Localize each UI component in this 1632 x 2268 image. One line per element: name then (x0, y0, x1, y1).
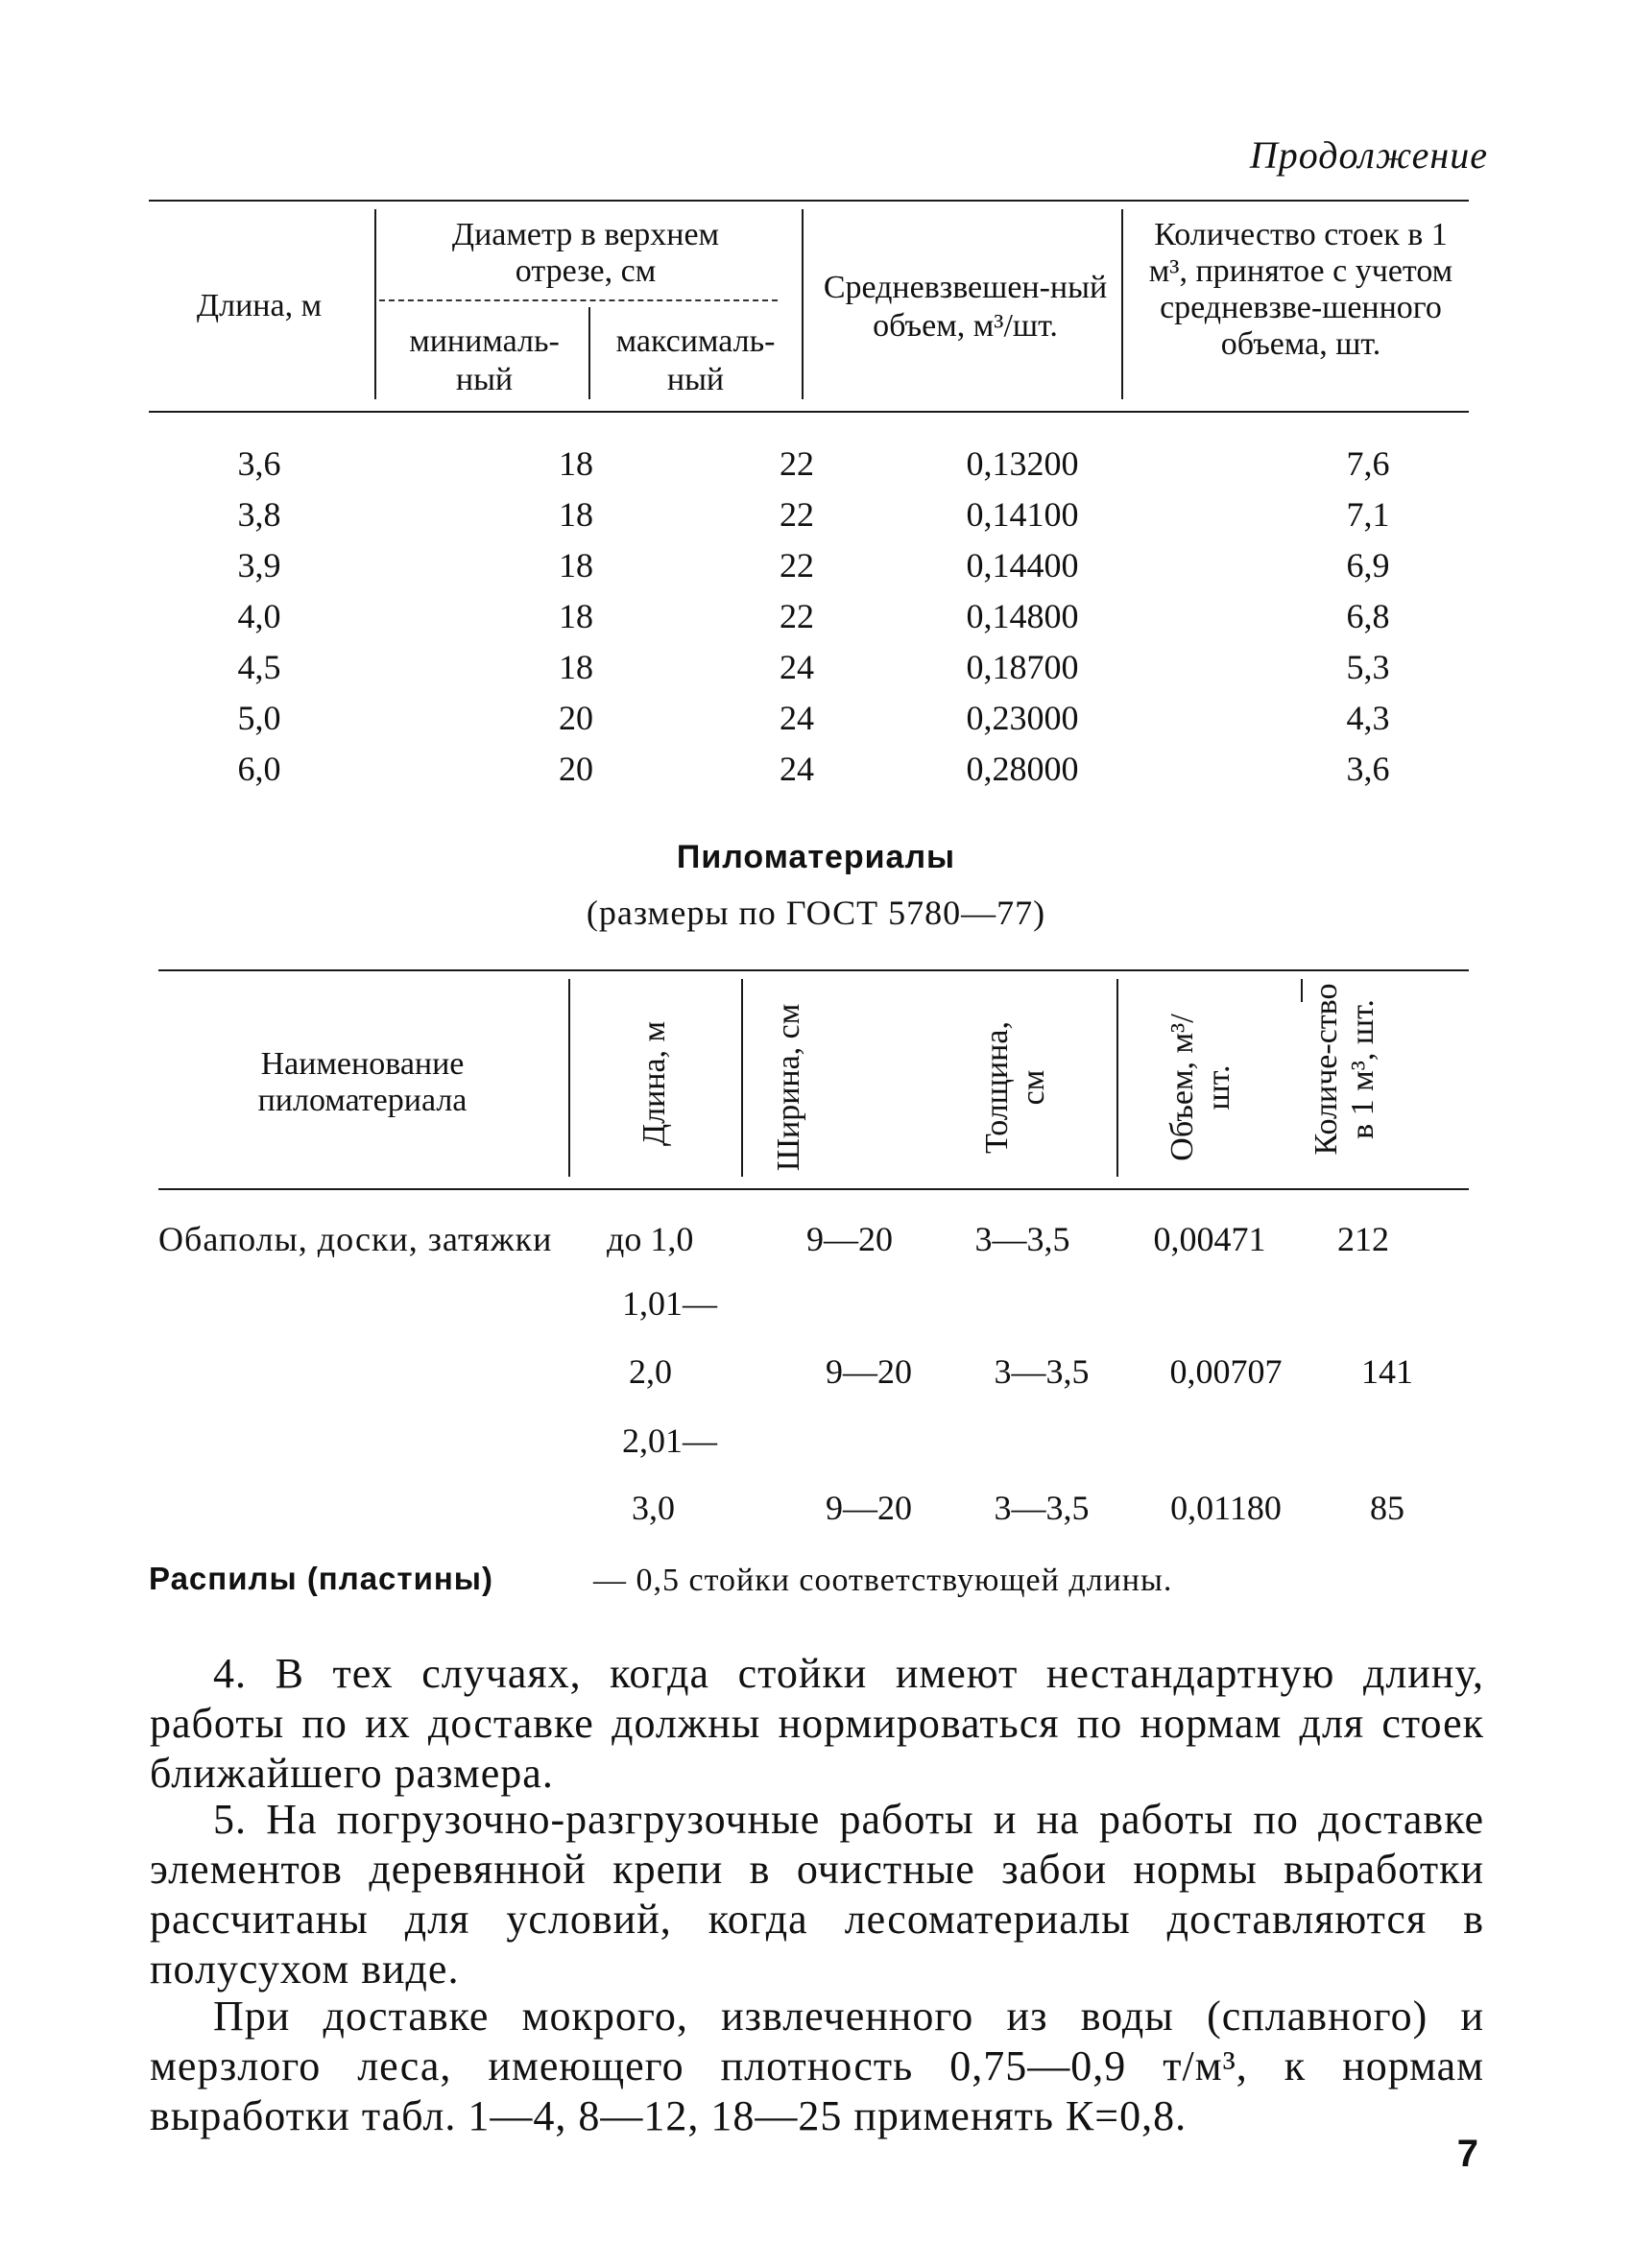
cell-length: 6,0 (237, 750, 281, 788)
lumber-name: Обаполы, доски, затяжки (158, 1220, 553, 1258)
page-number: 7 (1456, 2133, 1478, 2175)
cell-count: 141 (1361, 1352, 1413, 1391)
note-text: — 0,5 стойки соответствующей длины. (593, 1563, 1173, 1598)
cell-min: 18 (559, 648, 593, 686)
table-row (0, 1488, 1632, 1536)
cell-max: 24 (780, 699, 814, 737)
cell-volume: 0,18700 (966, 648, 1079, 686)
cell-volume: 0,28000 (966, 750, 1079, 788)
table-row (149, 596, 1469, 644)
cell-width: 9—20 (806, 1220, 893, 1258)
cell-max: 22 (780, 597, 814, 635)
cell-max: 22 (780, 444, 814, 483)
cell-length: 4,5 (237, 648, 281, 686)
table-row (149, 749, 1469, 797)
cell-volume: 0,00707 (1169, 1352, 1283, 1391)
cell-min: 18 (559, 546, 593, 585)
cell-count: 7,1 (1346, 495, 1390, 534)
cell-volume: 0,01180 (1170, 1489, 1282, 1527)
paragraph-5: 5. На погрузочно-разгрузочные работы и на работы по доставке элементов деревянной крепи в очистные забои нормы выработки рассчитаны для условий, когда лесоматериалы доставляются в полусухом виде. (150, 1796, 1484, 1993)
table2-divider (1116, 979, 1118, 1177)
cell-length: 2,0 (629, 1352, 672, 1391)
table1-header-rule (149, 411, 1469, 413)
cell-count: 7,6 (1346, 444, 1390, 483)
cell-count: 6,8 (1346, 597, 1390, 635)
table1-divider (374, 209, 376, 399)
cell-length: 3,8 (237, 495, 281, 534)
cell-volume: 0,14100 (966, 495, 1079, 534)
table2-header-rule (158, 1188, 1469, 1190)
cell-width: 9—20 (826, 1489, 912, 1527)
table-row (149, 545, 1469, 593)
cell-thickness: 3—3,5 (994, 1352, 1090, 1391)
header-width: Ширина, см (771, 1003, 806, 1172)
cell-min: 20 (559, 750, 593, 788)
cell-min: 18 (559, 495, 593, 534)
continuation-label: Продолжение (1249, 133, 1488, 177)
cell-max: 22 (780, 495, 814, 534)
cell-length-prefix: 2,01— (622, 1421, 717, 1460)
header-count: Количество стоек в 1 м³, принятое с учетом средневзве-шенного объема, шт. (1148, 217, 1453, 362)
cell-count: 212 (1337, 1220, 1389, 1258)
table2-top-rule (158, 969, 1469, 971)
cell-volume: 0,14400 (966, 546, 1079, 585)
header-thickness: Толщина, см (979, 1021, 1051, 1154)
header-diameter: Диаметр в верхнем отрезе, см (451, 217, 720, 289)
section-title: Пиломатериалы (676, 839, 956, 875)
table1-subheader-rule (379, 299, 778, 301)
cell-min: 20 (559, 699, 593, 737)
cell-length: 4,0 (237, 597, 281, 635)
header-max: максималь-ный (615, 323, 776, 397)
cell-count: 3,6 (1346, 750, 1390, 788)
cell-length: до 1,0 (607, 1220, 694, 1258)
cell-thickness: 3—3,5 (974, 1220, 1070, 1258)
cell-volume: 0,23000 (966, 699, 1079, 737)
cell-count: 4,3 (1346, 699, 1390, 737)
cell-count: 85 (1370, 1489, 1404, 1527)
table-row (149, 698, 1469, 746)
table1-top-rule (149, 200, 1469, 202)
table-row (149, 647, 1469, 695)
note-label: Распилы (пластины) (149, 1561, 493, 1596)
table1-divider (1121, 209, 1123, 399)
header-name: Наименование пиломатериала (257, 1046, 468, 1118)
cell-min: 18 (559, 444, 593, 483)
cell-volume: 0,13200 (966, 444, 1079, 483)
cell-thickness: 3—3,5 (994, 1489, 1090, 1527)
table1-divider (588, 307, 590, 399)
section-subtitle: (размеры по ГОСТ 5780—77) (586, 894, 1046, 932)
cell-max: 22 (780, 546, 814, 585)
header-min: минималь-ный (409, 323, 560, 397)
paragraph-6: При доставке мокрого, извлеченного из воды (сплавного) и мерзлого леса, имеющего плотность 0,75—0,9 т/м³, к нормам выработки табл. 1—4, 8—12, 18—25 применять К=0,8. (150, 1993, 1484, 2139)
cell-count: 6,9 (1346, 546, 1390, 585)
cell-length-prefix: 1,01— (622, 1284, 717, 1323)
table1-divider (802, 209, 804, 399)
table2-divider (1301, 979, 1303, 1002)
table-row (149, 494, 1469, 542)
header-length: Длина, м (636, 1020, 672, 1147)
cell-max: 24 (780, 648, 814, 686)
table-row (149, 443, 1469, 491)
cell-length: 3,6 (237, 444, 281, 483)
cell-length: 5,0 (237, 699, 281, 737)
table2-divider (568, 979, 570, 1177)
table-row (0, 1351, 1632, 1399)
table2-divider (741, 979, 743, 1177)
cell-length: 3,0 (632, 1489, 675, 1527)
cell-count: 5,3 (1346, 648, 1390, 686)
paragraph-4: 4. В тех случаях, когда стойки имеют нестандартную длину, работы по их доставке должны нормироваться по нормам для стоек ближайшего размера. (150, 1650, 1484, 1797)
cell-length: 3,9 (237, 546, 281, 585)
header-count: Количе-ство в 1 м³, шт. (1308, 983, 1380, 1156)
cell-width: 9—20 (826, 1352, 912, 1391)
cell-min: 18 (559, 597, 593, 635)
cell-volume: 0,00471 (1153, 1220, 1266, 1258)
header-volume: Объем, м³/шт. (1164, 1014, 1236, 1161)
cell-max: 24 (780, 750, 814, 788)
cell-volume: 0,14800 (966, 597, 1079, 635)
header-volume: Средневзвешен-ный объем, м³/шт. (823, 270, 1108, 344)
table-row (0, 1219, 1632, 1267)
header-length: Длина, м (196, 288, 323, 323)
